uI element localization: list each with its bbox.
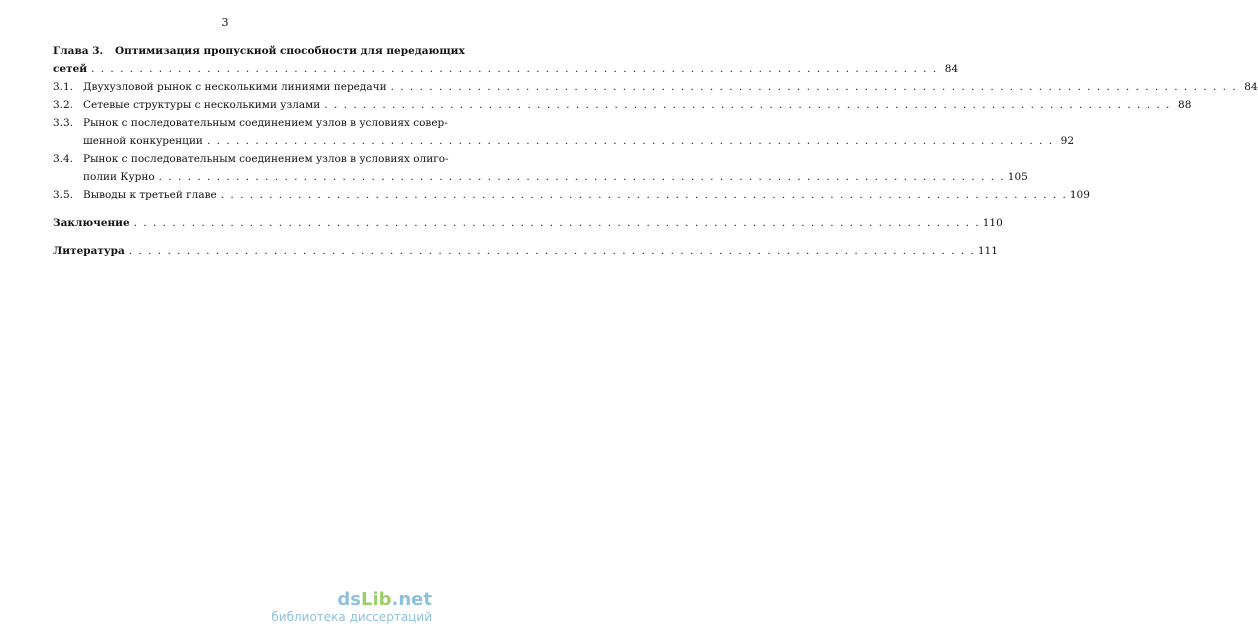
section-title-line2: полии Курно xyxy=(83,171,155,183)
dot-leader xyxy=(207,132,1052,150)
section-title: Двухузловой рынок с несколькими линиями передачи xyxy=(83,81,387,93)
section-page: 105 xyxy=(1007,171,1028,183)
section-title-line2: шенной конкуренции xyxy=(83,135,203,147)
section-page: 109 xyxy=(1069,189,1090,201)
section-title-line1: Рынок с последовательным соединением узлов в условиях олиго- xyxy=(83,153,449,165)
section-number: 3.1. xyxy=(53,81,74,93)
chapter-3-page: 84 xyxy=(944,63,959,75)
toc-entry-3-2[interactable] xyxy=(53,96,1192,114)
section-title: Выводы к третьей главе xyxy=(83,189,217,201)
watermark-subtitle: библиотека диссертаций xyxy=(271,610,432,624)
dot-leader xyxy=(324,96,1169,114)
chapter-3-title-line1: Оптимизация пропускной способности для передающих xyxy=(115,45,465,57)
toc-entry-3-5[interactable] xyxy=(53,186,1090,204)
conclusion-label: Заключение xyxy=(53,217,130,229)
toc-entry-3-1[interactable] xyxy=(53,78,1258,96)
dot-leader xyxy=(134,214,979,232)
section-number: 3.3. xyxy=(53,117,74,129)
chapter-3-heading xyxy=(53,42,465,60)
literature-page: 111 xyxy=(977,245,998,257)
page-number: 3 xyxy=(221,16,229,29)
section-number: 3.4. xyxy=(53,153,74,165)
section-page: 88 xyxy=(1178,99,1192,111)
dot-leader xyxy=(221,186,1066,204)
dot-leader xyxy=(129,242,974,260)
toc-entry-3-3[interactable] xyxy=(53,114,1075,150)
toc-entry-3-4[interactable] xyxy=(53,150,1028,186)
section-number: 3.2. xyxy=(53,99,74,111)
chapter-3-label: Глава 3. xyxy=(53,45,104,57)
table-of-contents xyxy=(53,42,1258,260)
chapter-3-title-line2: сетей xyxy=(53,63,88,75)
section-title-line1: Рынок с последовательным соединением узлов в условиях совер- xyxy=(83,117,448,129)
toc-entry-conclusion[interactable] xyxy=(53,214,1003,232)
dot-leader xyxy=(91,60,936,78)
toc-entry-literature[interactable] xyxy=(53,242,998,260)
section-number: 3.5. xyxy=(53,189,74,201)
dslib-logo: dsLib.net xyxy=(337,589,432,610)
literature-label: Литература xyxy=(53,245,125,257)
chapter-3-title-continuation xyxy=(53,60,959,78)
section-page: 84 xyxy=(1244,81,1258,93)
section-title: Сетевые структуры с несколькими узлами xyxy=(83,99,321,111)
section-page: 92 xyxy=(1060,135,1075,147)
dot-leader xyxy=(159,168,1004,186)
dot-leader xyxy=(391,78,1236,96)
conclusion-page: 110 xyxy=(982,217,1003,229)
dslib-watermark xyxy=(271,590,432,624)
